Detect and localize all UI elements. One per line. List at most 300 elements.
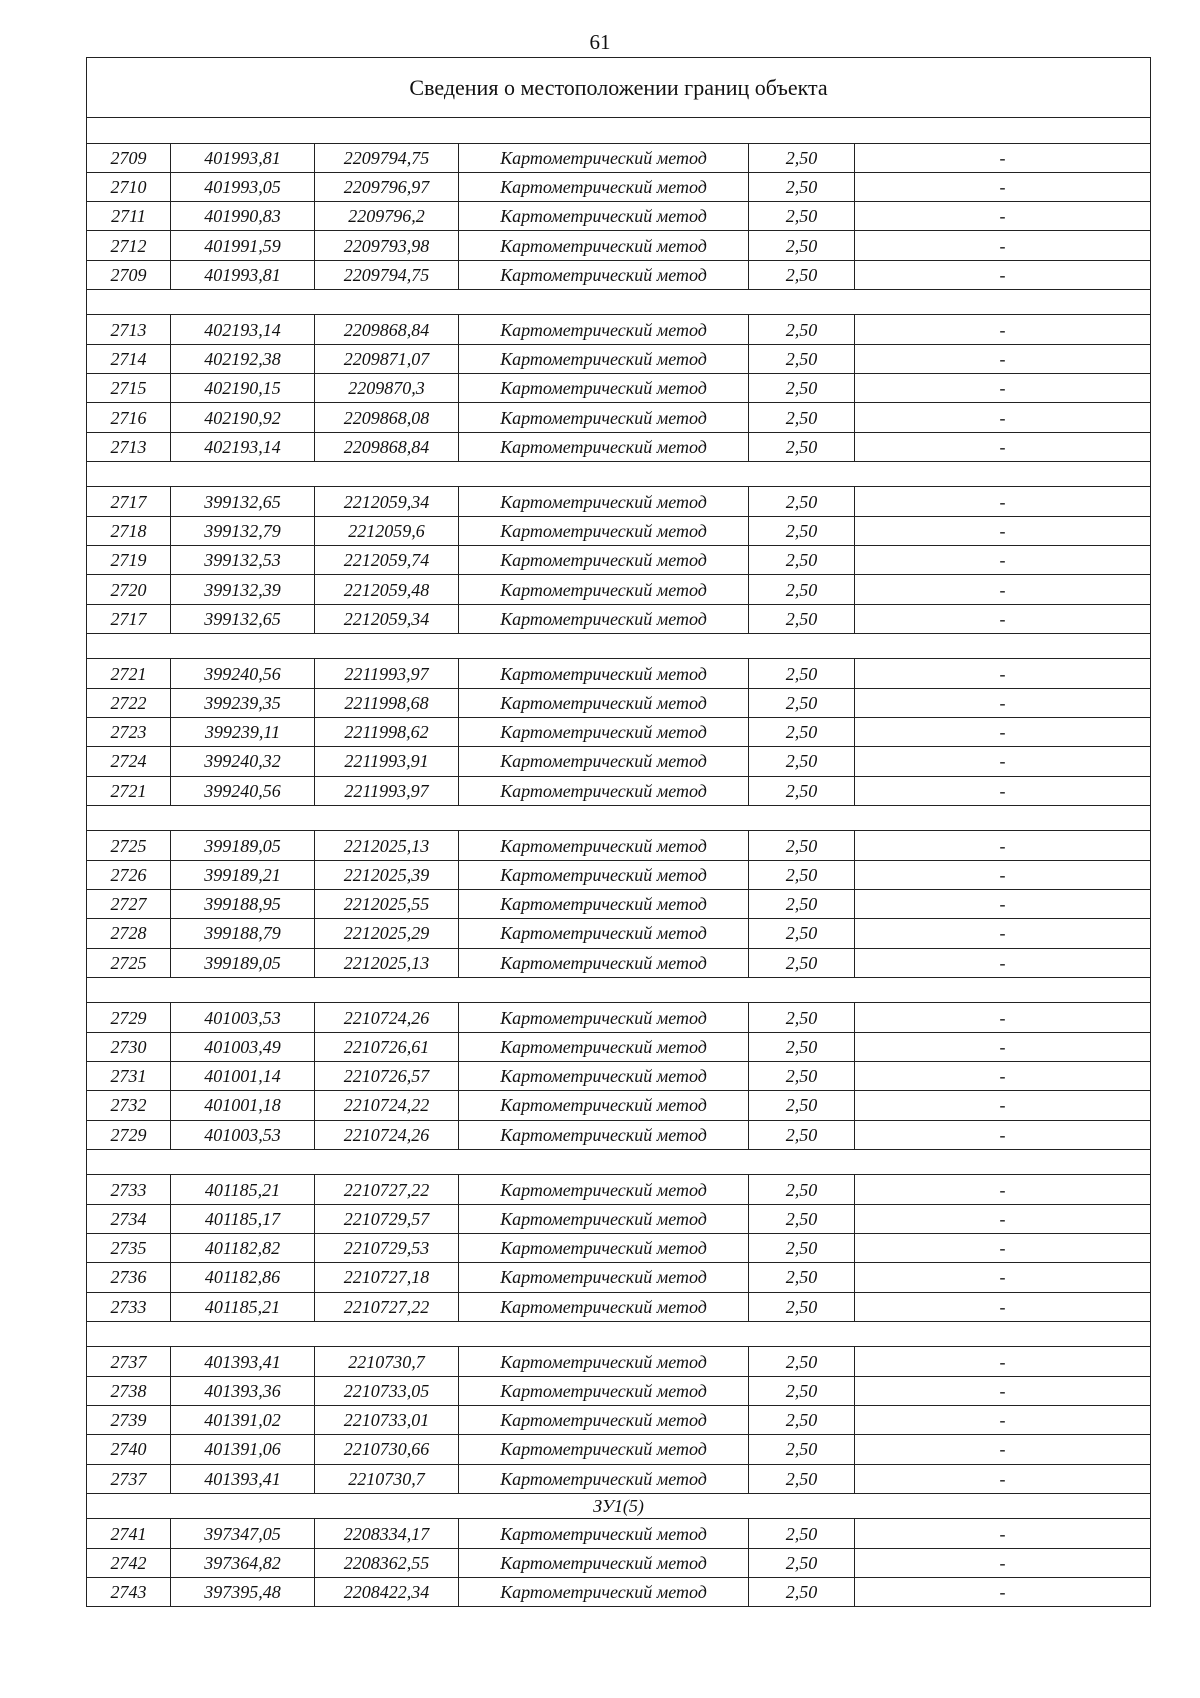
x-coordinate-cell: 401990,83 [171, 202, 315, 231]
description-cell: - [855, 1376, 1151, 1405]
table-row [87, 1464, 1151, 1493]
description-cell: - [855, 403, 1151, 432]
accuracy-cell: 2,50 [749, 776, 855, 805]
method-cell: Картометрический метод [459, 231, 749, 260]
accuracy-cell: 2,50 [749, 1548, 855, 1577]
y-coordinate-cell: 2212059,48 [315, 575, 459, 604]
y-coordinate-cell: 2212059,34 [315, 604, 459, 633]
y-coordinate-cell: 2209868,08 [315, 403, 459, 432]
table-row [87, 890, 1151, 919]
method-cell: Картометрический метод [459, 1577, 749, 1606]
y-coordinate-cell: 2209796,2 [315, 202, 459, 231]
y-coordinate-cell: 2211998,62 [315, 718, 459, 747]
table-row [87, 747, 1151, 776]
accuracy-cell: 2,50 [749, 1120, 855, 1149]
group-separator [87, 977, 1151, 1003]
description-cell: - [855, 344, 1151, 373]
x-coordinate-cell: 399132,53 [171, 546, 315, 575]
point-number-cell: 2729 [87, 1120, 171, 1149]
method-cell: Картометрический метод [459, 919, 749, 948]
y-coordinate-cell: 2212025,55 [315, 890, 459, 919]
method-cell: Картометрический метод [459, 831, 749, 860]
method-cell: Картометрический метод [459, 1519, 749, 1548]
x-coordinate-cell: 399132,65 [171, 604, 315, 633]
y-coordinate-cell: 2211998,68 [315, 688, 459, 717]
description-cell: - [855, 1519, 1151, 1548]
description-cell: - [855, 1263, 1151, 1292]
accuracy-cell: 2,50 [749, 919, 855, 948]
table-row [87, 1376, 1151, 1405]
table-row [87, 1548, 1151, 1577]
accuracy-cell: 2,50 [749, 1204, 855, 1233]
accuracy-cell: 2,50 [749, 948, 855, 977]
y-coordinate-cell: 2210727,22 [315, 1292, 459, 1321]
group-separator-row [87, 1321, 1151, 1347]
point-number-cell: 2743 [87, 1577, 171, 1606]
accuracy-cell: 2,50 [749, 1234, 855, 1263]
accuracy-cell: 2,50 [749, 1577, 855, 1606]
table-row [87, 1091, 1151, 1120]
accuracy-cell: 2,50 [749, 143, 855, 172]
description-cell: - [855, 890, 1151, 919]
method-cell: Картометрический метод [459, 1062, 749, 1091]
description-cell: - [855, 1234, 1151, 1263]
point-number-cell: 2717 [87, 487, 171, 516]
table-row [87, 948, 1151, 977]
table-row [87, 1204, 1151, 1233]
table-row [87, 575, 1151, 604]
description-cell: - [855, 1120, 1151, 1149]
x-coordinate-cell: 401391,06 [171, 1435, 315, 1464]
point-number-cell: 2720 [87, 575, 171, 604]
group-separator [87, 1149, 1151, 1175]
y-coordinate-cell: 2209871,07 [315, 344, 459, 373]
point-number-cell: 2735 [87, 1234, 171, 1263]
accuracy-cell: 2,50 [749, 432, 855, 461]
group-separator-row [87, 461, 1151, 487]
description-cell: - [855, 260, 1151, 289]
point-number-cell: 2734 [87, 1204, 171, 1233]
description-cell: - [855, 516, 1151, 545]
method-cell: Картометрический метод [459, 374, 749, 403]
x-coordinate-cell: 402190,15 [171, 374, 315, 403]
y-coordinate-cell: 2211993,91 [315, 747, 459, 776]
description-cell: - [855, 919, 1151, 948]
accuracy-cell: 2,50 [749, 1263, 855, 1292]
point-number-cell: 2723 [87, 718, 171, 747]
point-number-cell: 2719 [87, 546, 171, 575]
method-cell: Картометрический метод [459, 1376, 749, 1405]
x-coordinate-cell: 401185,21 [171, 1292, 315, 1321]
description-cell: - [855, 747, 1151, 776]
point-number-cell: 2715 [87, 374, 171, 403]
point-number-cell: 2730 [87, 1032, 171, 1061]
accuracy-cell: 2,50 [749, 1032, 855, 1061]
description-cell: - [855, 1548, 1151, 1577]
x-coordinate-cell: 397395,48 [171, 1577, 315, 1606]
table-row [87, 432, 1151, 461]
table-row [87, 546, 1151, 575]
accuracy-cell: 2,50 [749, 604, 855, 633]
accuracy-cell: 2,50 [749, 1091, 855, 1120]
x-coordinate-cell: 399239,35 [171, 688, 315, 717]
x-coordinate-cell: 397364,82 [171, 1548, 315, 1577]
accuracy-cell: 2,50 [749, 487, 855, 516]
method-cell: Картометрический метод [459, 860, 749, 889]
y-coordinate-cell: 2211993,97 [315, 659, 459, 688]
method-cell: Картометрический метод [459, 546, 749, 575]
point-number-cell: 2738 [87, 1376, 171, 1405]
y-coordinate-cell: 2210724,26 [315, 1003, 459, 1032]
group-separator [87, 1321, 1151, 1347]
y-coordinate-cell: 2212059,34 [315, 487, 459, 516]
y-coordinate-cell: 2209870,3 [315, 374, 459, 403]
table-row [87, 776, 1151, 805]
point-number-cell: 2741 [87, 1519, 171, 1548]
x-coordinate-cell: 401991,59 [171, 231, 315, 260]
description-cell: - [855, 546, 1151, 575]
description-cell: - [855, 202, 1151, 231]
point-number-cell: 2727 [87, 890, 171, 919]
y-coordinate-cell: 2210733,05 [315, 1376, 459, 1405]
y-coordinate-cell: 2209794,75 [315, 143, 459, 172]
x-coordinate-cell: 399189,05 [171, 948, 315, 977]
x-coordinate-cell: 401001,18 [171, 1091, 315, 1120]
x-coordinate-cell: 399132,79 [171, 516, 315, 545]
description-cell: - [855, 1435, 1151, 1464]
table-row [87, 231, 1151, 260]
accuracy-cell: 2,50 [749, 1405, 855, 1434]
description-cell: - [855, 315, 1151, 344]
point-number-cell: 2739 [87, 1405, 171, 1434]
x-coordinate-cell: 399239,11 [171, 718, 315, 747]
description-cell: - [855, 231, 1151, 260]
method-cell: Картометрический метод [459, 1347, 749, 1376]
method-cell: Картометрический метод [459, 1292, 749, 1321]
point-number-cell: 2731 [87, 1062, 171, 1091]
x-coordinate-cell: 401185,17 [171, 1204, 315, 1233]
point-number-cell: 2736 [87, 1263, 171, 1292]
y-coordinate-cell: 2212059,74 [315, 546, 459, 575]
accuracy-cell: 2,50 [749, 1376, 855, 1405]
group-separator [87, 289, 1151, 315]
point-number-cell: 2733 [87, 1175, 171, 1204]
method-cell: Картометрический метод [459, 315, 749, 344]
y-coordinate-cell: 2210726,57 [315, 1062, 459, 1091]
point-number-cell: 2718 [87, 516, 171, 545]
point-number-cell: 2717 [87, 604, 171, 633]
group-separator-row [87, 1149, 1151, 1175]
y-coordinate-cell: 2209793,98 [315, 231, 459, 260]
x-coordinate-cell: 399132,39 [171, 575, 315, 604]
point-number-cell: 2728 [87, 919, 171, 948]
table-row [87, 344, 1151, 373]
point-number-cell: 2737 [87, 1464, 171, 1493]
method-cell: Картометрический метод [459, 344, 749, 373]
y-coordinate-cell: 2212059,6 [315, 516, 459, 545]
group-separator-row [87, 633, 1151, 659]
point-number-cell: 2709 [87, 260, 171, 289]
description-cell: - [855, 1032, 1151, 1061]
accuracy-cell: 2,50 [749, 860, 855, 889]
description-cell: - [855, 1003, 1151, 1032]
description-cell: - [855, 143, 1151, 172]
group-separator [87, 805, 1151, 831]
x-coordinate-cell: 401393,41 [171, 1347, 315, 1376]
point-number-cell: 2713 [87, 432, 171, 461]
table-row [87, 143, 1151, 172]
point-number-cell: 2740 [87, 1435, 171, 1464]
table-row [87, 260, 1151, 289]
method-cell: Картометрический метод [459, 776, 749, 805]
method-cell: Картометрический метод [459, 1464, 749, 1493]
point-number-cell: 2732 [87, 1091, 171, 1120]
table-row [87, 1519, 1151, 1548]
x-coordinate-cell: 401393,36 [171, 1376, 315, 1405]
y-coordinate-cell: 2210729,57 [315, 1204, 459, 1233]
accuracy-cell: 2,50 [749, 688, 855, 717]
method-cell: Картометрический метод [459, 487, 749, 516]
table-title-row [87, 58, 1151, 118]
point-number-cell: 2725 [87, 948, 171, 977]
table-row [87, 1003, 1151, 1032]
description-cell: - [855, 487, 1151, 516]
x-coordinate-cell: 399240,32 [171, 747, 315, 776]
point-number-cell: 2716 [87, 403, 171, 432]
y-coordinate-cell: 2210727,22 [315, 1175, 459, 1204]
accuracy-cell: 2,50 [749, 890, 855, 919]
description-cell: - [855, 1405, 1151, 1434]
method-cell: Картометрический метод [459, 948, 749, 977]
table-row [87, 1263, 1151, 1292]
description-cell: - [855, 776, 1151, 805]
y-coordinate-cell: 2209868,84 [315, 432, 459, 461]
method-cell: Картометрический метод [459, 1204, 749, 1233]
y-coordinate-cell: 2209794,75 [315, 260, 459, 289]
x-coordinate-cell: 399240,56 [171, 659, 315, 688]
boundary-table [86, 57, 1151, 1607]
group-label-row [87, 1493, 1151, 1519]
method-cell: Картометрический метод [459, 688, 749, 717]
accuracy-cell: 2,50 [749, 403, 855, 432]
accuracy-cell: 2,50 [749, 546, 855, 575]
y-coordinate-cell: 2210729,53 [315, 1234, 459, 1263]
method-cell: Картометрический метод [459, 403, 749, 432]
description-cell: - [855, 1175, 1151, 1204]
description-cell: - [855, 948, 1151, 977]
point-number-cell: 2710 [87, 172, 171, 201]
x-coordinate-cell: 399188,95 [171, 890, 315, 919]
point-number-cell: 2711 [87, 202, 171, 231]
accuracy-cell: 2,50 [749, 344, 855, 373]
y-coordinate-cell: 2212025,39 [315, 860, 459, 889]
description-cell: - [855, 831, 1151, 860]
point-number-cell: 2721 [87, 659, 171, 688]
method-cell: Картометрический метод [459, 1548, 749, 1577]
accuracy-cell: 2,50 [749, 374, 855, 403]
y-coordinate-cell: 2212025,13 [315, 948, 459, 977]
point-number-cell: 2713 [87, 315, 171, 344]
table-title: Сведения о местоположении границ объекта [87, 58, 1151, 118]
method-cell: Картометрический метод [459, 659, 749, 688]
description-cell: - [855, 1091, 1151, 1120]
description-cell: - [855, 659, 1151, 688]
table-row [87, 831, 1151, 860]
y-coordinate-cell: 2210724,26 [315, 1120, 459, 1149]
method-cell: Картометрический метод [459, 1234, 749, 1263]
x-coordinate-cell: 402192,38 [171, 344, 315, 373]
table-row [87, 1175, 1151, 1204]
accuracy-cell: 2,50 [749, 831, 855, 860]
method-cell: Картометрический метод [459, 604, 749, 633]
method-cell: Картометрический метод [459, 1435, 749, 1464]
description-cell: - [855, 575, 1151, 604]
method-cell: Картометрический метод [459, 1003, 749, 1032]
accuracy-cell: 2,50 [749, 516, 855, 545]
accuracy-cell: 2,50 [749, 202, 855, 231]
method-cell: Картометрический метод [459, 1175, 749, 1204]
table-row [87, 1405, 1151, 1434]
table-row [87, 688, 1151, 717]
method-cell: Картометрический метод [459, 260, 749, 289]
group-separator [87, 633, 1151, 659]
x-coordinate-cell: 401182,82 [171, 1234, 315, 1263]
group-separator-row [87, 118, 1151, 144]
description-cell: - [855, 860, 1151, 889]
accuracy-cell: 2,50 [749, 1003, 855, 1032]
table-row [87, 202, 1151, 231]
accuracy-cell: 2,50 [749, 260, 855, 289]
group-separator-row [87, 977, 1151, 1003]
table-row [87, 172, 1151, 201]
description-cell: - [855, 1204, 1151, 1233]
accuracy-cell: 2,50 [749, 231, 855, 260]
description-cell: - [855, 604, 1151, 633]
description-cell: - [855, 1577, 1151, 1606]
x-coordinate-cell: 401391,02 [171, 1405, 315, 1434]
accuracy-cell: 2,50 [749, 718, 855, 747]
accuracy-cell: 2,50 [749, 1435, 855, 1464]
description-cell: - [855, 1347, 1151, 1376]
x-coordinate-cell: 402193,14 [171, 432, 315, 461]
method-cell: Картометрический метод [459, 143, 749, 172]
description-cell: - [855, 374, 1151, 403]
point-number-cell: 2733 [87, 1292, 171, 1321]
x-coordinate-cell: 399240,56 [171, 776, 315, 805]
method-cell: Картометрический метод [459, 516, 749, 545]
accuracy-cell: 2,50 [749, 1519, 855, 1548]
point-number-cell: 2722 [87, 688, 171, 717]
table-row [87, 604, 1151, 633]
y-coordinate-cell: 2210726,61 [315, 1032, 459, 1061]
method-cell: Картометрический метод [459, 575, 749, 604]
method-cell: Картометрический метод [459, 1405, 749, 1434]
x-coordinate-cell: 401993,81 [171, 260, 315, 289]
accuracy-cell: 2,50 [749, 1175, 855, 1204]
x-coordinate-cell: 401001,14 [171, 1062, 315, 1091]
table-row [87, 659, 1151, 688]
table-row [87, 919, 1151, 948]
point-number-cell: 2725 [87, 831, 171, 860]
y-coordinate-cell: 2210727,18 [315, 1263, 459, 1292]
accuracy-cell: 2,50 [749, 172, 855, 201]
y-coordinate-cell: 2211993,97 [315, 776, 459, 805]
method-cell: Картометрический метод [459, 1120, 749, 1149]
table-row [87, 1062, 1151, 1091]
x-coordinate-cell: 401993,05 [171, 172, 315, 201]
x-coordinate-cell: 399132,65 [171, 487, 315, 516]
x-coordinate-cell: 397347,05 [171, 1519, 315, 1548]
method-cell: Картометрический метод [459, 1091, 749, 1120]
x-coordinate-cell: 401993,81 [171, 143, 315, 172]
table-row [87, 516, 1151, 545]
y-coordinate-cell: 2210733,01 [315, 1405, 459, 1434]
point-number-cell: 2714 [87, 344, 171, 373]
table-row [87, 1292, 1151, 1321]
accuracy-cell: 2,50 [749, 315, 855, 344]
point-number-cell: 2742 [87, 1548, 171, 1577]
y-coordinate-cell: 2208334,17 [315, 1519, 459, 1548]
description-cell: - [855, 1062, 1151, 1091]
table-row [87, 718, 1151, 747]
table-row [87, 1120, 1151, 1149]
y-coordinate-cell: 2208422,34 [315, 1577, 459, 1606]
y-coordinate-cell: 2209796,97 [315, 172, 459, 201]
y-coordinate-cell: 2212025,29 [315, 919, 459, 948]
y-coordinate-cell: 2210724,22 [315, 1091, 459, 1120]
point-number-cell: 2724 [87, 747, 171, 776]
point-number-cell: 2709 [87, 143, 171, 172]
y-coordinate-cell: 2208362,55 [315, 1548, 459, 1577]
point-number-cell: 2737 [87, 1347, 171, 1376]
description-cell: - [855, 688, 1151, 717]
accuracy-cell: 2,50 [749, 1464, 855, 1493]
group-separator [87, 118, 1151, 144]
point-number-cell: 2729 [87, 1003, 171, 1032]
group-separator [87, 461, 1151, 487]
method-cell: Картометрический метод [459, 747, 749, 776]
group-separator-row [87, 805, 1151, 831]
description-cell: - [855, 432, 1151, 461]
group-label: ЗУ1(5) [87, 1493, 1151, 1519]
accuracy-cell: 2,50 [749, 659, 855, 688]
x-coordinate-cell: 399189,05 [171, 831, 315, 860]
x-coordinate-cell: 401185,21 [171, 1175, 315, 1204]
x-coordinate-cell: 401393,41 [171, 1464, 315, 1493]
point-number-cell: 2721 [87, 776, 171, 805]
x-coordinate-cell: 399188,79 [171, 919, 315, 948]
description-cell: - [855, 718, 1151, 747]
x-coordinate-cell: 402193,14 [171, 315, 315, 344]
point-number-cell: 2726 [87, 860, 171, 889]
method-cell: Картометрический метод [459, 432, 749, 461]
y-coordinate-cell: 2210730,7 [315, 1464, 459, 1493]
table-row [87, 1435, 1151, 1464]
table-row [87, 1347, 1151, 1376]
accuracy-cell: 2,50 [749, 747, 855, 776]
method-cell: Картометрический метод [459, 890, 749, 919]
method-cell: Картометрический метод [459, 1263, 749, 1292]
method-cell: Картометрический метод [459, 202, 749, 231]
x-coordinate-cell: 401003,53 [171, 1120, 315, 1149]
x-coordinate-cell: 402190,92 [171, 403, 315, 432]
description-cell: - [855, 1292, 1151, 1321]
group-separator-row [87, 289, 1151, 315]
y-coordinate-cell: 2212025,13 [315, 831, 459, 860]
accuracy-cell: 2,50 [749, 1062, 855, 1091]
table-row [87, 487, 1151, 516]
x-coordinate-cell: 399189,21 [171, 860, 315, 889]
